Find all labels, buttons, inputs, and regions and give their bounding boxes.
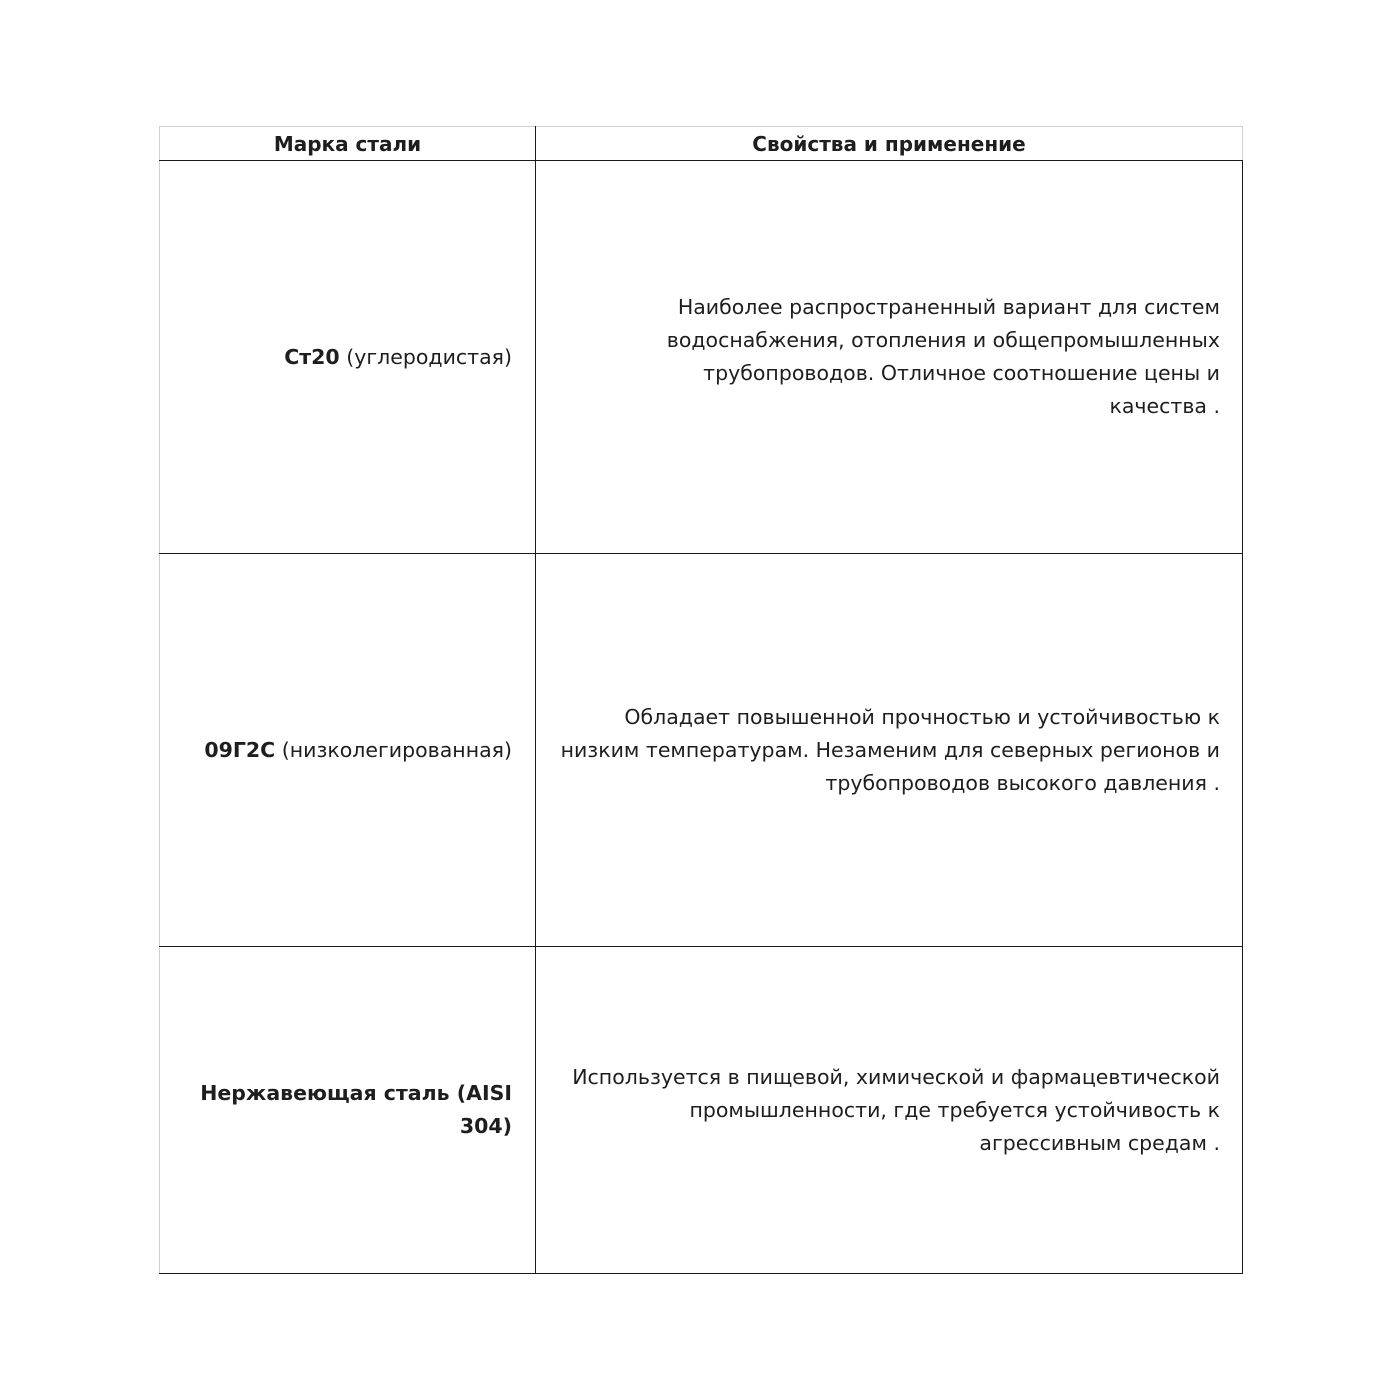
description-text: Используется в пищевой, химической и фармацевтической промышленности, где требуется устойчивость к агрессивным средам . <box>572 1064 1220 1155</box>
grade-cell <box>160 161 536 554</box>
grade-note: (углеродистая) <box>339 344 512 369</box>
table-body <box>160 161 1243 1274</box>
table-header <box>160 127 1243 161</box>
table-row <box>160 161 1243 554</box>
header-grade: Марка стали <box>160 127 536 161</box>
description-cell <box>536 947 1243 1274</box>
grade-name: 09Г2С <box>204 737 276 762</box>
table-row <box>160 554 1243 947</box>
description-text: Обладает повышенной прочностью и устойчивостью к низким температурам. Незаменим для северных регионов и трубопроводов высокого давления . <box>560 704 1220 795</box>
steel-grades-table <box>159 126 1243 1274</box>
header-properties: Свойства и применение <box>536 127 1243 161</box>
grade-name: Нержавеющая сталь (AISI 304) <box>200 1081 512 1138</box>
table-row <box>160 947 1243 1274</box>
description-cell <box>536 554 1243 947</box>
header-row <box>160 127 1243 161</box>
grade-name: Ст20 <box>284 344 340 369</box>
grade-note: (низколегированная) <box>275 737 512 762</box>
grade-cell <box>160 554 536 947</box>
grade-cell <box>160 947 536 1274</box>
description-cell <box>536 161 1243 554</box>
description-text: Наиболее распространенный вариант для систем водоснабжения, отопления и общепромышленных трубопроводов. Отличное соотношение цены и качества . <box>666 295 1220 418</box>
